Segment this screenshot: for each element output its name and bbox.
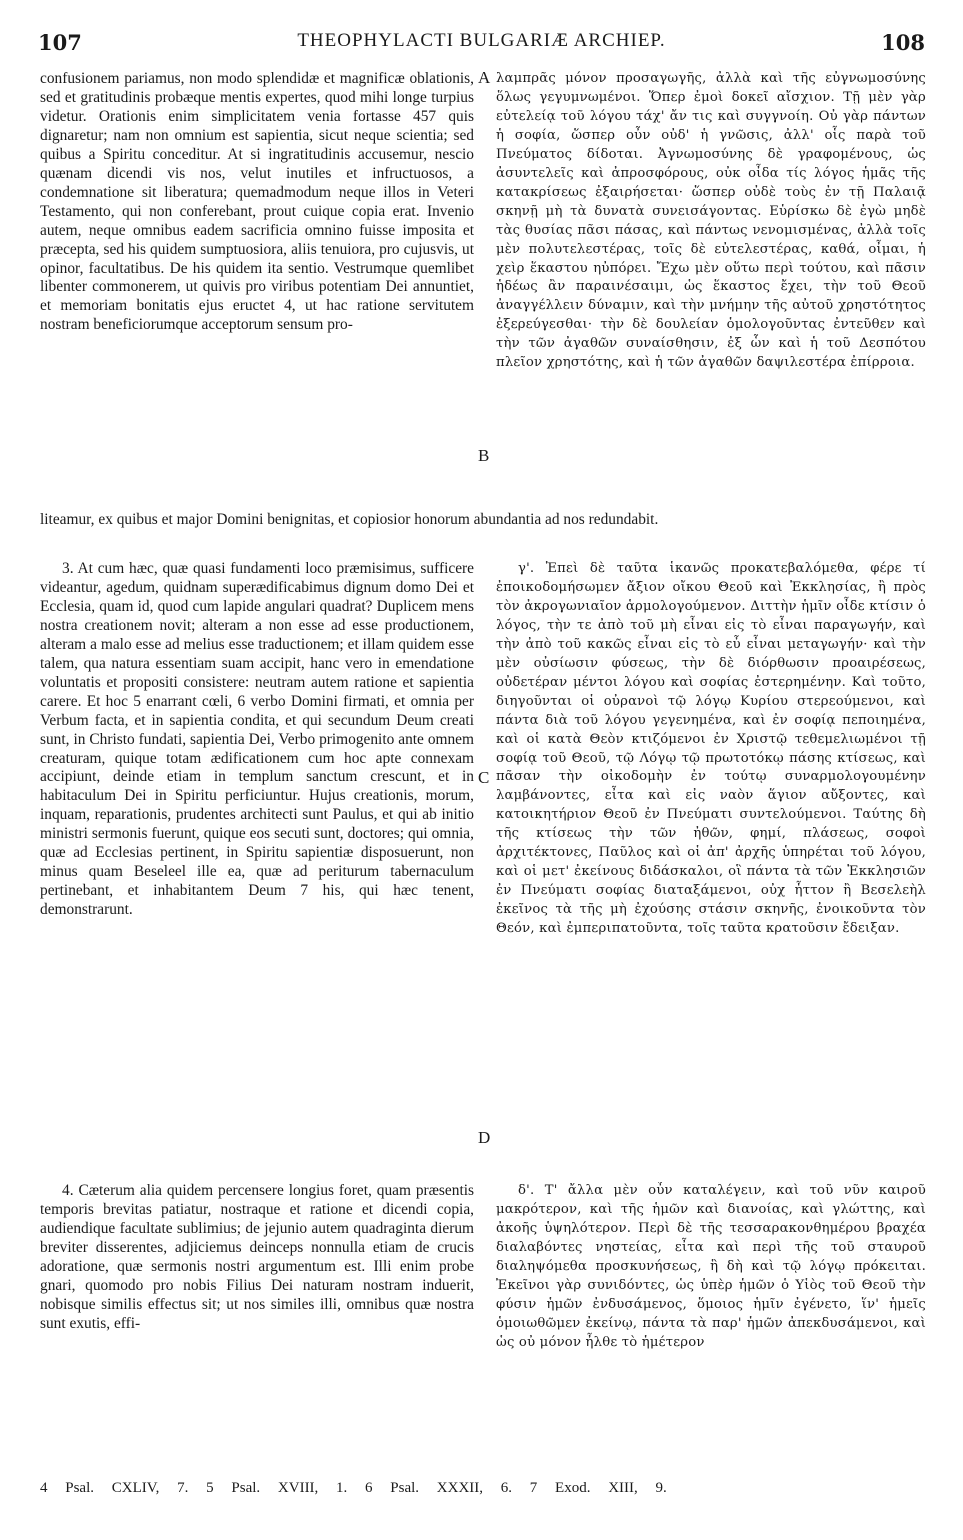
page-number-left: 107 bbox=[38, 30, 82, 55]
latin-column-section-4 bbox=[40, 1182, 474, 1464]
latin-paragraph: confusionem pariamus, non modo splendidæ et magnificæ oblationis, sed et gratitudinis probæque mentis expertes, quod mihi longe turpius videtur. Orationis enim simplicitatem venia fortasse 457 quis dignaretur; nam non omnium est sapientia, sicut neque scientia; sed quibus a Spiritu conceditur. At si ingratitudinis accusemur, nescio quænam dicendi vis nos, velut inutiles et infructuosos, a condemnatione sit liberatura; quemadmodum neque illos in Veteri Testamento, qui non conferebant, prout cuique copia erat. Invenio autem, neque omnibus eadem sacrificia omnino fuisse imposita et præcepta, sed his quidem sumptuosiora, aliis tenuiora, pro cujusvis, ut opinor, facultatibus. De his quidem ita sentio. Vestrumque quemlibet libenter commonerem, ut quivis pro viribus potentiam Dei annuntiet, et memoriam bonitatis ejus eructet 4, ut hac ratione servitutem nostram beneficiorumque acceptorum sensum pro- bbox=[40, 70, 474, 334]
latin-paragraph: 3. At cum hæc, quæ quasi fundamenti loco præmisimus, sufficere videantur, agedum, quidnam superædificabimus dignum domo Dei et Ecclesia, quam id, quod cum lapide angulari quadrat? Duplicem mens nostra creationem novit; alteram a non esse ad esse productionem, alteram a malo esse ad melius esse traductionem; et illam quidem esse talem, qua natura essentiam suam accipit, hanc vero in emendatione voluntatis et propositi consistere: neutram autem ratione et sapientia carere. Et hoc 5 enarrant cœli, 6 verbo Domini firmati, et omnia per Verbum facta, et in sapientia condita, et qui secundum Deum creati sunt, in Christo fundati, sapientia Dei, Verbo primogenito ante omnem creaturam, quique totam ædificationem cum hoc apte connexam accipiunt, deinde etiam in templum sanctum crescunt, et in habitaculum Dei in Spiritu perficiuntur. Hujus creationis, morum, inquam, reparationis, prudentes architecti sunt Paulus, et qui ab initio ministri sermonis fuerunt, quique eos secuti sunt, doctores; qui omnia, quæ ad Ecclesias pertinent, in Spiritu sapientiæ disposuerunt, non minus quam Beseleel ille ea, quæ ad periturum tabernaculum pertinebant, et inhabitantem Deum 7 his, qui hæc tenent, demonstrarunt. bbox=[40, 560, 474, 919]
greek-column-section-3 bbox=[496, 560, 926, 1168]
latin-column-section-3 bbox=[40, 560, 474, 1168]
greek-column-section-4 bbox=[496, 1182, 926, 1464]
page-number-right: 108 bbox=[881, 30, 925, 55]
margin-marker-a: A bbox=[478, 68, 491, 87]
greek-column-section-1 bbox=[496, 70, 926, 510]
latin-paragraph: 4. Cæterum alia quidem percensere longius foret, quam præsentis temporis brevitas patiatur, nostraque et ratione et dicendi copia, audiendique facultate sublimius; de jejunio autem quadraginta dierum breviter disserentes, adjiciemus deinceps nonnulla etiam de crucis adoratione, quæ sermonis nostri argumentum est. Illi enim probe gnari, quomodo pro nobis Filius Dei naturam nostram induerit, nobisque similis effectus sit; ut nos similes illi, omnibus quæ nostra sunt exutis, effi- bbox=[40, 1182, 474, 1332]
margin-marker-b: B bbox=[478, 446, 490, 465]
latin-column-section-1 bbox=[40, 70, 474, 510]
footnotes: 4 Psal. CXLIV, 7. 5 Psal. XVIII, 1. 6 Psal. XXXII, 6. 7 Exod. XIII, 9. bbox=[40, 1480, 667, 1496]
greek-paragraph: λαμπρᾶς μόνον προσαγωγῆς, ἀλλὰ καὶ τῆς εὐγνωμοσύνης ὅλως γεγυμνωμένοι. Ὅπερ ἐμοὶ δοκεῖ αἴσχιον. Τῇ μὲν γὰρ εὐτελείᾳ τοῦ λόγου τάχ' ἄν τις καὶ συγγνοίη. Οὐ γὰρ πάντων ἡ σοφία, ὥσπερ οὖν οὐδ' ἡ γνῶσις, ἀλλ' οἷς παρὰ τοῦ Πνεύματος δίδοται. Ἀγνωμοσύνης δὲ γραφομένους, ὡς ἀσυντελεῖς καὶ ἀπροσφόρους, οὐκ οἶδα τίς λόγος ἡμᾶς τῆς κατακρίσεως ἐξαιρήσεται· ὥσπερ οὐδὲ τοὺς ἐν τῇ Παλαιᾷ σκηνῇ μὴ τὰ δυνατὰ συνεισάγοντας. Εὑρίσκω δὲ ἐγὼ μηδὲ τὰς θυσίας πᾶσι πάσας, καὶ πάντως νενομισμένας, ἀλλὰ τοῖς μὲν πολυτελεστέρας, τοῖς δὲ εὐτελεστέρας, καθά, οἶμαι, ἡ χεὶρ ἕκαστου ηὐπόρει. Ἔχω μὲν οὕτω περὶ τούτου, καὶ πᾶσιν ἡδέως ἂν παραινέσαιμι, ὡς ἕκαστος ἔχει, τὴν τοῦ Θεοῦ ἀναγγέλλειν δύναμιν, καὶ τὴν μνήμην τῆς αὐτοῦ χρηστότητος ἐξερεύγεσθαι· τὴν δὲ δουλείαν ὁμολογοῦντας ἐντεῦθεν καὶ τὴν τῶν ἀγαθῶν συναίσθησιν, ἐξ ὧν καὶ ἡ τοῦ Δεσπότου πλεῖον χρηστότης, καὶ ἡ τῶν ἀγαθῶν δαψιλεστέρα ἐπίρροια. bbox=[496, 71, 926, 371]
continuation-text: liteamur, ex quibus et major Domini benignitas, et copiosior honorum abundantia ad nos redundabit. bbox=[40, 511, 659, 528]
greek-paragraph: γ'. Ἐπεὶ δὲ ταῦτα ἱκανῶς προκατεβαλόμεθα, φέρε τί ἐποικοδομήσωμεν ἄξιον οἴκου Θεοῦ καὶ Ἐκκλησίας, ἢ πρὸς τὸν ἀκρογωνιαῖον ἁρμολογούμενον. Διττὴν ἡμῖν οἶδε κτίσιν ὁ λόγος, τὴν τε ἀπὸ τοῦ μὴ εἶναι εἰς τὸ εἶναι παραγωγήν, καὶ τὴν ἀπὸ τοῦ κακῶς εἶναι εἰς τὸ εὖ εἶναι μεταγωγήν· καὶ τὴν μὲν οὐσίωσιν φύσεως, τὴν δὲ διόρθωσιν προαιρέσεως, οὐδετέραν μέντοι λόγου καὶ σοφίας ἐστερημένην. Καὶ τοῦτο, διηγοῦνται οἱ οὐρανοὶ τῷ λόγῳ Κυρίου στερεούμενοι, καὶ πάντα διὰ τοῦ λόγου γεγενημένα, καὶ ἐν σοφίᾳ πεποιημένα, καὶ οἱ κατὰ Θεὸν κτιζόμενοι ἐν Χριστῷ τεθεμελιωμένοι τῇ σοφίᾳ τοῦ Θεοῦ, τῷ Λόγῳ τῷ πρωτοτόκῳ πάσης κτίσεως, καὶ πᾶσαν τὴν οἰκοδομὴν ἐν τούτῳ συναρμολογουμένην λαμβάνοντες, εἶτα καὶ εἰς ναὸν ἅγιον αὔξοντες, καὶ κατοικητήριον Θεοῦ ἐν Πνεύματι συντελούμενοι. Ταύτης δὴ τῆς κτίσεως τὴν τῶν ἠθῶν, φημί, πλάσεως, σοφοὶ ἀρχιτέκτονες, Παῦλος καὶ οἱ ἀπ' ἀρχῆς ὑπηρέται τοῦ λόγου, καὶ οἱ μετ' ἐκείνους διδάσκαλοι, οἳ πάντα τὰ τῶν Ἐκκλησιῶν ἐν Πνεύματι σοφίας διαταξάμενοι, οὐχ ἧττον ἢ Βεσελεὴλ ἐκεῖνος τὰ τῆς μὴ ἐχούσης στάσιν σκηνῆς, ἐνοικοῦντα τὸν Θεόν, καὶ ἐμπεριπατοῦντα, τοῖς ταῦτα κρατοῦσιν ἔδειξαν. bbox=[496, 561, 926, 937]
margin-marker-d: D bbox=[478, 1128, 491, 1147]
greek-paragraph: δ'. Τ' ἄλλα μὲν οὖν καταλέγειν, καὶ τοῦ νῦν καιροῦ μακρότερον, καὶ τῆς ἡμῶν καὶ διανοίας, καὶ γλώττης, καὶ ἀκοῆς ὑψηλότερον. Περὶ δὲ τῆς τεσσαρακονθημέρου βραχέα διαλαβόντες νηστείας, εἶτα καὶ περὶ τῆς τοῦ σταυροῦ διαληψόμεθα προσκυνήσεως, ἣ δὴ καὶ τῷ λόγῳ πρόκειται. Ἐκεῖνοι γὰρ συνιδόντες, ὡς ὑπὲρ ἡμῶν ὁ Υἱὸς τοῦ Θεοῦ τὴν φύσιν ἡμῶν ἐνδυσάμενος, ὅμοιος ἡμῖν ἐγένετο, ἵν' ἡμεῖς ὁμοιωθῶμεν ἐκείνῳ, πάντα τὰ παρ' ἡμῶν ἀπεκδυσάμενοι, καὶ ὡς οὐ μόνον ἦλθε τὸ ἡμέτερον bbox=[496, 1183, 926, 1350]
page-header bbox=[38, 30, 925, 62]
margin-marker-c: C bbox=[478, 768, 490, 787]
running-title: THEOPHYLACTI BULGARIÆ ARCHIEP. bbox=[297, 30, 666, 51]
full-width-continuation bbox=[40, 511, 926, 551]
